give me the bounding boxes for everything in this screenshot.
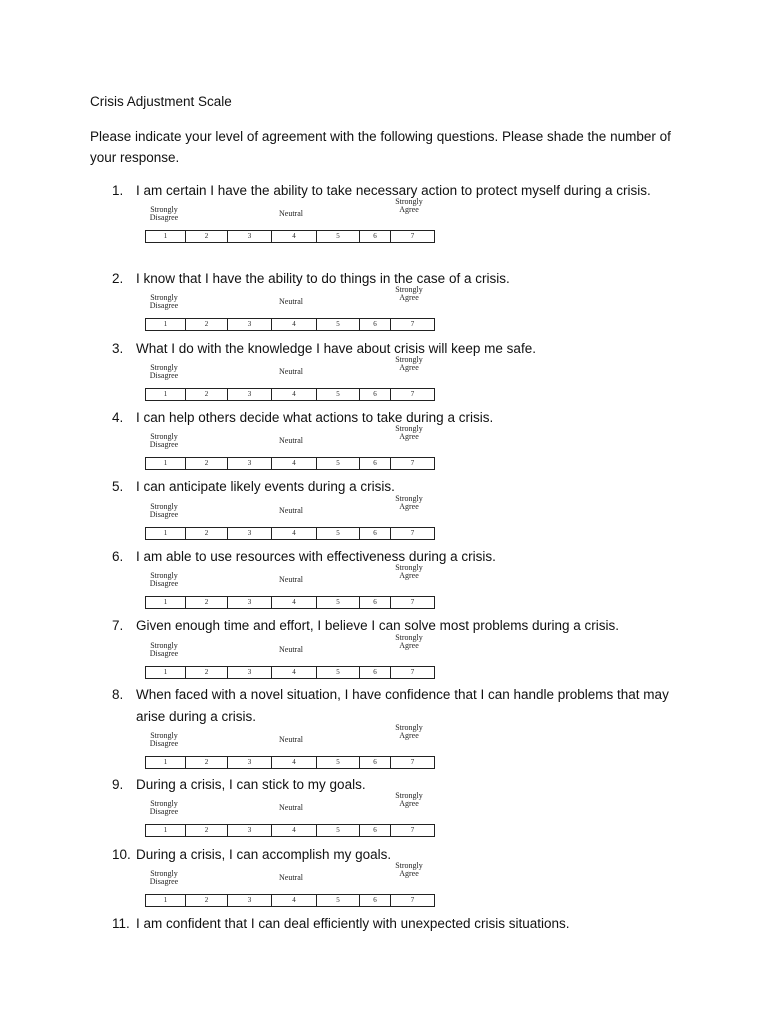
neutral-label: Neutral	[279, 873, 303, 882]
rating-scale-8	[145, 723, 435, 770]
rating-option-4[interactable]: 4	[272, 528, 317, 539]
rating-option-7[interactable]: 7	[410, 232, 415, 240]
question-text: I know that I have the ability to do things in the case of a crisis.	[136, 271, 510, 286]
strongly-agree-label: Strongly Agree	[395, 723, 423, 740]
rating-row	[145, 596, 435, 609]
rating-option-2[interactable]: 2	[186, 825, 228, 836]
rating-option-6[interactable]: 6	[360, 825, 391, 836]
question-text: During a crisis, I can stick to my goals.	[136, 777, 366, 792]
question-number: 2.	[112, 271, 124, 286]
question-number: 6.	[112, 549, 124, 564]
question-text: I am able to use resources with effectiveness during a crisis.	[136, 549, 496, 564]
strongly-disagree-label: Strongly Disagree	[149, 363, 179, 380]
question-text: When faced with a novel situation, I have confidence that I can handle problems that may arise during a crisis.	[136, 687, 669, 724]
rating-option-2[interactable]: 2	[186, 528, 228, 539]
rating-scale-9	[145, 791, 435, 838]
rating-option-1[interactable]: 1	[146, 458, 186, 469]
rating-row	[145, 824, 435, 837]
rating-option-5[interactable]: 5	[317, 667, 360, 678]
rating-row	[145, 388, 435, 401]
strongly-agree-label: Strongly Agree	[395, 633, 423, 650]
rating-option-3[interactable]: 3	[228, 825, 272, 836]
rating-option-2[interactable]: 2	[186, 597, 228, 608]
rating-option-7[interactable]: 7	[410, 598, 415, 606]
neutral-label: Neutral	[279, 436, 303, 445]
question-text: During a crisis, I can accomplish my goals.	[136, 847, 392, 862]
rating-option-7[interactable]: 7	[410, 459, 415, 467]
rating-option-5[interactable]: 5	[317, 528, 360, 539]
rating-option-4[interactable]: 4	[272, 231, 317, 242]
strongly-agree-label: Strongly Agree	[395, 285, 423, 302]
question-number: 11.	[112, 916, 130, 931]
rating-scale-5	[145, 494, 435, 541]
rating-scale-6	[145, 563, 435, 610]
question-text: I can help others decide what actions to take during a crisis.	[136, 410, 494, 425]
rating-option-3[interactable]: 3	[228, 757, 272, 768]
question-text: Given enough time and effort, I believe I can solve most problems during a crisis.	[136, 618, 619, 633]
rating-option-2[interactable]: 2	[186, 319, 228, 330]
rating-option-5[interactable]: 5	[317, 757, 360, 768]
rating-option-1[interactable]: 1	[146, 825, 186, 836]
rating-option-2[interactable]: 2	[186, 667, 228, 678]
rating-option-3[interactable]: 3	[228, 895, 272, 906]
rating-option-6[interactable]: 6	[360, 528, 391, 539]
rating-option-7[interactable]: 7	[410, 758, 415, 766]
question-text: I am certain I have the ability to take necessary action to protect myself during a crisis.	[136, 183, 651, 198]
question-text: I can anticipate likely events during a crisis.	[136, 479, 395, 494]
rating-option-6[interactable]: 6	[360, 319, 391, 330]
rating-scale-4	[145, 424, 435, 471]
neutral-label: Neutral	[279, 803, 303, 812]
rating-scale-3	[145, 355, 435, 402]
rating-scale-10	[145, 861, 435, 908]
rating-row	[145, 756, 435, 769]
rating-option-2[interactable]: 2	[186, 458, 228, 469]
neutral-label: Neutral	[279, 506, 303, 515]
neutral-label: Neutral	[279, 735, 303, 744]
rating-option-2[interactable]: 2	[186, 895, 228, 906]
rating-option-4[interactable]: 4	[272, 319, 317, 330]
question-number: 1.	[112, 183, 124, 198]
strongly-disagree-label: Strongly Disagree	[149, 432, 179, 449]
rating-scale-1	[145, 197, 435, 244]
rating-option-1[interactable]: 1	[146, 667, 186, 678]
strongly-disagree-label: Strongly Disagree	[149, 869, 179, 886]
strongly-agree-label: Strongly Agree	[395, 563, 423, 580]
strongly-disagree-label: Strongly Disagree	[149, 571, 179, 588]
rating-option-7[interactable]: 7	[410, 668, 415, 676]
question-number: 3.	[112, 341, 124, 356]
rating-option-3[interactable]: 3	[228, 528, 272, 539]
rating-option-6[interactable]: 6	[360, 231, 391, 242]
rating-option-3[interactable]: 3	[228, 231, 272, 242]
question-number: 9.	[112, 777, 124, 792]
rating-option-6[interactable]: 6	[360, 895, 391, 906]
neutral-label: Neutral	[279, 209, 303, 218]
rating-option-7[interactable]: 7	[410, 320, 415, 328]
rating-option-5[interactable]: 5	[317, 895, 360, 906]
rating-row	[145, 894, 435, 907]
rating-option-5[interactable]: 5	[317, 231, 360, 242]
rating-option-5[interactable]: 5	[317, 389, 360, 400]
rating-option-1[interactable]: 1	[146, 597, 186, 608]
rating-option-4[interactable]: 4	[272, 458, 317, 469]
rating-option-3[interactable]: 3	[228, 597, 272, 608]
question-text: What I do with the knowledge I have about crisis will keep me safe.	[136, 341, 536, 356]
rating-row	[145, 457, 435, 470]
strongly-disagree-label: Strongly Disagree	[149, 799, 179, 816]
question-number: 7.	[112, 618, 124, 633]
rating-option-6[interactable]: 6	[360, 757, 391, 768]
instructions-text: Please indicate your level of agreement with the following questions. Please shade the number of your response.	[90, 129, 671, 165]
rating-option-2[interactable]: 2	[186, 389, 228, 400]
rating-option-4[interactable]: 4	[272, 667, 317, 678]
rating-row	[145, 527, 435, 540]
rating-option-3[interactable]: 3	[228, 458, 272, 469]
rating-option-5[interactable]: 5	[317, 825, 360, 836]
strongly-disagree-label: Strongly Disagree	[149, 502, 179, 519]
rating-option-1[interactable]: 1	[146, 319, 186, 330]
rating-option-6[interactable]: 6	[360, 458, 391, 469]
neutral-label: Neutral	[279, 645, 303, 654]
strongly-agree-label: Strongly Agree	[395, 861, 423, 878]
rating-row	[145, 318, 435, 331]
neutral-label: Neutral	[279, 297, 303, 306]
rating-option-4[interactable]: 4	[272, 389, 317, 400]
question-number: 4.	[112, 410, 124, 425]
rating-option-7[interactable]: 7	[410, 529, 415, 537]
rating-option-1[interactable]: 1	[146, 528, 186, 539]
rating-option-4[interactable]: 4	[272, 895, 317, 906]
rating-option-1[interactable]: 1	[146, 895, 186, 906]
rating-option-6[interactable]: 6	[360, 667, 391, 678]
strongly-disagree-label: Strongly Disagree	[149, 641, 179, 658]
rating-scale-2	[145, 285, 435, 332]
strongly-agree-label: Strongly Agree	[395, 355, 423, 372]
strongly-agree-label: Strongly Agree	[395, 424, 423, 441]
rating-option-4[interactable]: 4	[272, 597, 317, 608]
strongly-disagree-label: Strongly Disagree	[149, 293, 179, 310]
strongly-agree-label: Strongly Agree	[395, 197, 423, 214]
strongly-disagree-label: Strongly Disagree	[149, 205, 179, 222]
rating-option-1[interactable]: 1	[146, 231, 186, 242]
rating-option-1[interactable]: 1	[146, 757, 186, 768]
rating-option-3[interactable]: 3	[228, 389, 272, 400]
neutral-label: Neutral	[279, 367, 303, 376]
rating-row	[145, 666, 435, 679]
rating-option-2[interactable]: 2	[186, 231, 228, 242]
rating-scale-7	[145, 633, 435, 680]
rating-option-5[interactable]: 5	[317, 319, 360, 330]
rating-option-3[interactable]: 3	[228, 667, 272, 678]
rating-option-6[interactable]: 6	[360, 389, 391, 400]
rating-option-6[interactable]: 6	[360, 597, 391, 608]
document-title: Crisis Adjustment Scale	[90, 94, 232, 109]
rating-option-3[interactable]: 3	[228, 319, 272, 330]
rating-option-5[interactable]: 5	[317, 597, 360, 608]
question-text: I am confident that I can deal efficiently with unexpected crisis situations.	[136, 916, 570, 931]
rating-option-2[interactable]: 2	[186, 757, 228, 768]
question-number: 8.	[112, 687, 124, 702]
strongly-agree-label: Strongly Agree	[395, 791, 423, 808]
neutral-label: Neutral	[279, 575, 303, 584]
strongly-agree-label: Strongly Agree	[395, 494, 423, 511]
rating-option-4[interactable]: 4	[272, 757, 317, 768]
question-number: 10.	[112, 847, 131, 862]
strongly-disagree-label: Strongly Disagree	[149, 731, 179, 748]
rating-option-5[interactable]: 5	[317, 458, 360, 469]
rating-option-7[interactable]: 7	[410, 390, 415, 398]
rating-row	[145, 230, 435, 243]
rating-option-7[interactable]: 7	[410, 896, 415, 904]
rating-option-7[interactable]: 7	[410, 826, 415, 834]
question-number: 5.	[112, 479, 124, 494]
rating-option-1[interactable]: 1	[146, 389, 186, 400]
rating-option-4[interactable]: 4	[272, 825, 317, 836]
